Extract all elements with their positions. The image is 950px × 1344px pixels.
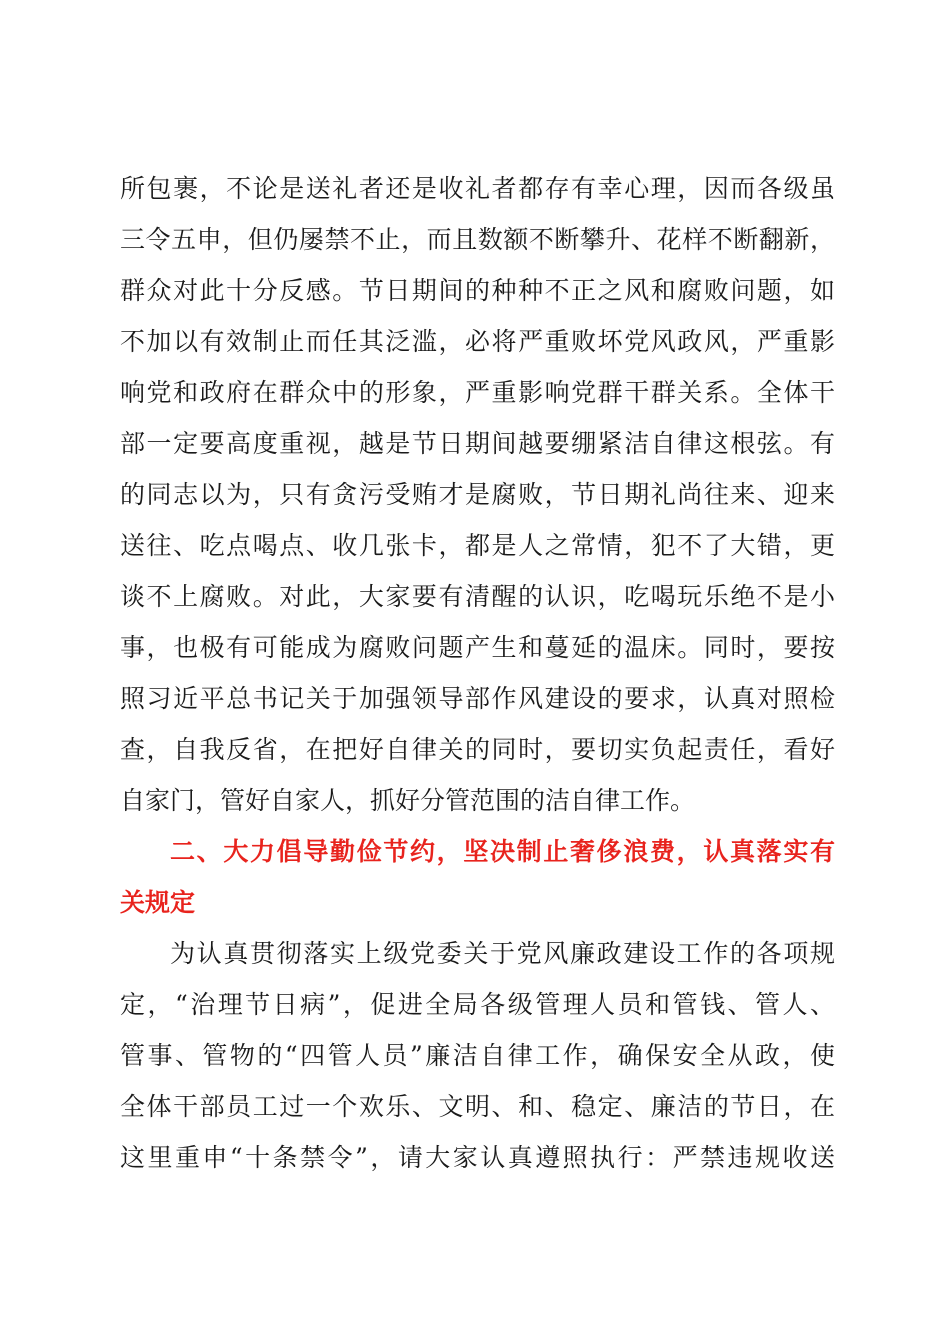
text-line: 谈不上腐败。对此，大家要有清醒的认识，吃喝玩乐绝不是小 (120, 582, 835, 611)
text-line: 查，自我反省，在把好自律关的同时，要切实负起责任，看好 (120, 735, 835, 764)
text-line: 三令五申，但仍屡禁不止，而且数额不断攀升、花样不断翻新， (120, 225, 835, 254)
text-line: 全体干部员工过一个欢乐、文明、和、稳定、廉洁的节日，在 (120, 1092, 835, 1121)
text-line: 照习近平总书记关于加强领导部作风建设的要求，认真对照检 (120, 684, 835, 713)
text-line: 所包裹，不论是送礼者还是收礼者都存有幸心理，因而各级虽 (120, 174, 835, 203)
text-line: 管事、管物的“四管人员”廉洁自律工作，确保安全从政，使 (120, 1041, 835, 1070)
text-line: 这里重申“十条禁令”，请大家认真遵照执行：严禁违规收送 (120, 1143, 835, 1172)
text-line: 不加以有效制止而任其泛滥，必将严重败坏党风政风，严重影 (120, 327, 835, 356)
text-line: 事，也极有可能成为腐败问题产生和蔓延的温床。同时，要按 (120, 633, 835, 662)
text-line: 部一定要高度重视，越是节日期间越要绷紧洁自律这根弦。有 (120, 429, 835, 458)
text-line: 为认真贯彻落实上级党委关于党风廉政建设工作的各项规 (170, 939, 835, 968)
heading-line: 二、大力倡导勤俭节约，坚决制止奢侈浪费，认真落实有 (170, 837, 835, 866)
paragraph-2 (120, 928, 835, 1183)
text-line: 送往、吃点喝点、收几张卡，都是人之常情，犯不了大错，更 (120, 531, 835, 560)
text-line: 自家门，管好自家人，抓好分管范围的洁自律工作。 (120, 786, 696, 815)
document-body (120, 163, 835, 1183)
text-line: 定，“治理节日病”，促进全局各级管理人员和管钱、管人、 (120, 990, 835, 1019)
section-heading-2 (120, 826, 835, 928)
paragraph-1 (120, 163, 835, 826)
text-line: 响党和政府在群众中的形象，严重影响党群干群关系。全体干 (120, 378, 835, 407)
text-line: 的同志以为，只有贪污受贿才是腐败，节日期礼尚往来、迎来 (120, 480, 835, 509)
text-line: 群众对此十分反感。节日期间的种种不正之风和腐败问题，如 (120, 276, 835, 305)
heading-line: 关规定 (120, 888, 196, 917)
